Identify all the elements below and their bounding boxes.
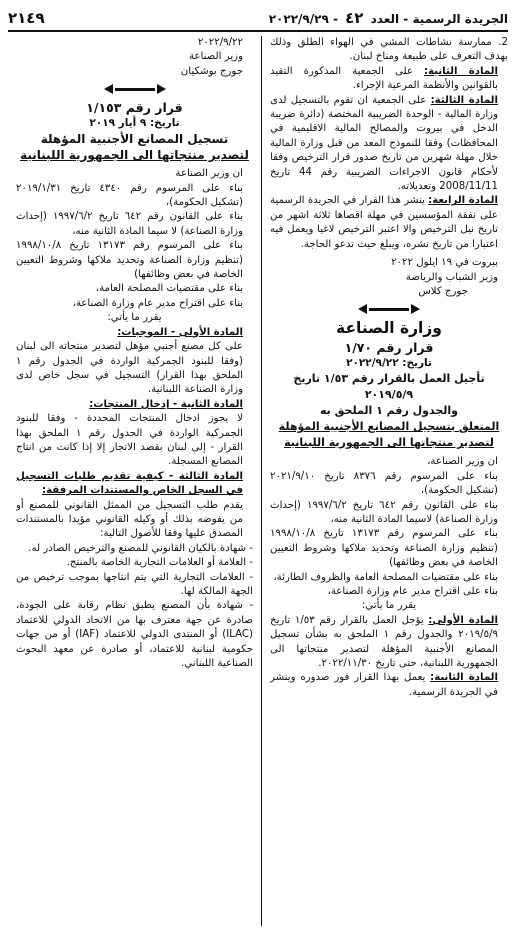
article-4 (270, 194, 508, 252)
preamble-line: بناء على مقتضيات المصلحة العامة، (95, 283, 243, 295)
article-title: المادة الثانية - إدخال المنتجات: (89, 398, 243, 410)
section-divider (16, 84, 253, 94)
section-divider (270, 304, 508, 314)
left-column (16, 36, 262, 926)
article-title: المادة الثالثة: (430, 94, 498, 106)
decision-date: تاريخ: ٩ أيار ٢٠١٩ (89, 117, 180, 130)
article-3 (270, 94, 508, 195)
preamble-line: بناء على القانون رقم ٦٤٢ تاريخ ١٩٩٧/٦/٢ (إحداث وزارة الصناعة) لا سيما المادة الثانية منه، (16, 211, 244, 237)
decision-number: قرار رقم ١/١٥٣ (86, 100, 183, 116)
decision-subject: لتصدير منتجاتها الى الجمهورية اللبنانية (284, 436, 494, 450)
signature-name: جورج بوشكيان (180, 65, 243, 77)
decides-line: يقرر ما يأتي: (361, 600, 417, 612)
list-item: 2. ممارسة نشاطات المشي في الهواء الطلق وذلك بهدف التعرف على طبيعة ومناخ لبنان. (270, 37, 508, 63)
signature-date: بيروت في ١٩ ايلول ٢٠٢٢ (391, 257, 498, 269)
list-item: - العلامة أو العلامات التجارية الخاصة بالمنتج. (66, 557, 253, 569)
preamble-line: بناء على المرسوم رقم ٨٣٧٦ تاريخ ٢٠٢١/٩/١٠ (تشكيل الحكومة)، (270, 470, 499, 497)
decision-subject: المتعلق بتسجيل المصانع الأجنبية المؤهلة (278, 420, 500, 434)
preamble-line: بناء على اقتراح مدير عام وزارة الصناعة، (327, 585, 498, 597)
article-title: المادة الأولى - الموجبات: (117, 326, 243, 338)
article-text: يقدم طلب التسجيل من الممثل القانوني للمصنع أو من يفوضه بذلك أو وكيله القانوني مؤيدا بالمستندات المصدق عليها وفقا للأصول التالية: (16, 499, 243, 540)
article-title: المادة الرابعة: (428, 195, 498, 207)
article-title: المادة الثالثة - كيفية تقديم طلبات التسجيل في السجل الخاص والمستندات المرفقة: (16, 470, 243, 497)
preamble-line: ان وزير الصناعة، (427, 456, 498, 468)
preamble-line: بناء على اقتراح مدير عام وزارة الصناعة، (72, 297, 243, 309)
article-text: على كل مصنع أجنبي مؤهل لتصدير منتجاته الى لبنان (وفقا للبنود الجمركية الواردة في الجدول رقم ١ الملحق بهذا القرار) التسجيل في سجل خاص لدى وزارة الصناعة اللبنانية. (16, 341, 243, 396)
article-title: المادة الأولى: (428, 614, 498, 626)
article-title: المادة الثانية: (423, 65, 498, 77)
signature-title: وزير الصناعة (188, 51, 243, 63)
article-text: على الجمعية ان تقوم بالتسجيل لدى وزارة المالية - الوحدة الضريبية المختصة (دائرة ضريبة الدخل في بيروت والمصالح المالية الاقليمية في المحافظات) وفقا للنموذج المعد من قبل وزارة المالية خلال مهلة شهرين من تاريخ صدور قرار الترخيص وفقا لأحكام قانون الاجراءات الضريبية رقم 44 تاريخ 2008/11/11 وتعديلاته. (270, 94, 498, 193)
list-item: - العلامات التجارية التي يتم انتاجها بموجب ترخيص من الجهة المالكة لها. (16, 571, 253, 597)
decides-line: يقرر ما يأتي: (107, 312, 162, 324)
signature-name: جورج كلاس (418, 285, 468, 297)
article-1 (270, 614, 508, 672)
article-text: ينشر هذا القرار في الجريدة الرسمية على نفقة المؤسسين في مهلة اقصاها ثلاثة اشهر من تاريخ نيل الترخيص والا اعتبر الترخيص لاغيا ويعمل فيه اعتبارا من تاريخ نشره، ويبلغ حيث تدعو الحاجة. (270, 195, 498, 250)
article-text: على الجمعية المذكورة التقيد بالقوانين والأنظمة المرعية الإجراء. (270, 65, 498, 92)
article-2 (270, 671, 508, 700)
decision-subject: والجدول رقم ١ الملحق به (319, 404, 459, 418)
article-text: لا يجوز ادخال المنتجات المحددة - وفقا للبنود الجمركية الواردة في الجدول رقم ١ الملحق بهذا القرار - إلى لبنان بقصد الاتجار إلا إذا كانت من انتاج المصانع المسجلة. (16, 413, 243, 468)
decision-date: تاريخ: ٢٠٢٢/٩/٢٢ (346, 357, 432, 370)
page-number: ٢١٤٩ (8, 9, 45, 27)
signature-block (270, 256, 508, 299)
publication-name: الجريدة الرسمية - العدد (370, 12, 508, 26)
preamble-line: بناء على القانون رقم ٦٤٢ تاريخ ١٩٩٧/٦/٢ (إحداث وزارة الصناعة) لاسيما المادة الثانية منه، (270, 499, 498, 525)
signature-date: ٢٠٢٢/٩/٢٢ (197, 37, 243, 48)
article-text: يعمل بهذا القرار فور صدوره وينشر في الجريدة الرسمية. (270, 672, 498, 698)
decision-number: قرار رقم ١/٧٠ (344, 340, 434, 356)
preamble-line: بناء على المرسوم رقم ١٣١٧٣ تاريخ ١٩٩٨/١٠/٨ (تنظيم وزارة الصناعة وتحديد ملاكها وشروط التعيين الخاصة في بعض وظائفها) (270, 528, 498, 569)
publication-info (269, 9, 508, 27)
issue-date: - ٢٠٢٢/٩/٢٩ (268, 12, 338, 26)
page-header (8, 6, 508, 32)
decision-subject: لتصدير منتجاتها الى الجمهورية اللبنانية (20, 148, 249, 163)
article-title: المادة الثانية: (430, 672, 498, 684)
columns (8, 36, 508, 926)
list-item: - شهادة بالكيان القانوني للمصنع والترخيص الصادر له. (28, 542, 253, 554)
signature-title: وزير الشباب والرياضة (405, 271, 498, 283)
decision-subject: تسجيل المصانع الأجنبية المؤهلة (40, 132, 229, 147)
issue-number: ٤٢ (345, 9, 364, 27)
preamble-line: بناء على مقتضيات المصلحة العامة والظروف الطارئة، (273, 571, 498, 583)
ministry-heading: وزارة الصناعة (336, 319, 442, 338)
preamble-line: بناء على المرسوم رقم ٤٣٤٠ تاريخ ٢٠١٩/١/٣١ (تشكيل الحكومة)، (16, 182, 243, 209)
article-2 (270, 65, 508, 94)
preamble-line: بناء على المرسوم رقم ١٣١٧٣ تاريخ ١٩٩٨/١٠/٨ (تنظيم وزارة الصناعة وتحديد ملاكها وشروط التعيين الخاصة في بعض وظائفها) (16, 240, 244, 281)
decision-subject: تأجيل العمل بالقرار رقم ١/٥٣ تاريخ ٢٠١٩/٥/٩ (293, 372, 485, 402)
article-text: يؤجل العمل بالقرار رقم ١/٥٣ تاريخ ٢٠١٩/٥/٩ والجدول رقم ١ الملحق به بشأن تسجيل المصانع الأجنبية المؤهلة لتصدير منتجاتها الى الجمهورية اللبنانية، حتى تاريخ ٢٠٢٢/١١/٣٠. (270, 614, 498, 669)
list-item: - شهادة بأن المصنع يطبق نظام رقابة على الجودة، صادرة عن جهة معترف بها من الاتحاد الدولي للاعتماد (ILAC) أو المنتدى الدولي للاعتماد (IAF) أو من جهات حكومية لبنانية للاعتماد، أو صادرة عن معهد البحوث الصناعية اللبناني. (16, 600, 253, 670)
right-column (262, 36, 508, 926)
preamble-line: ان وزير الصناعة (175, 168, 243, 180)
top-signature (16, 36, 253, 79)
